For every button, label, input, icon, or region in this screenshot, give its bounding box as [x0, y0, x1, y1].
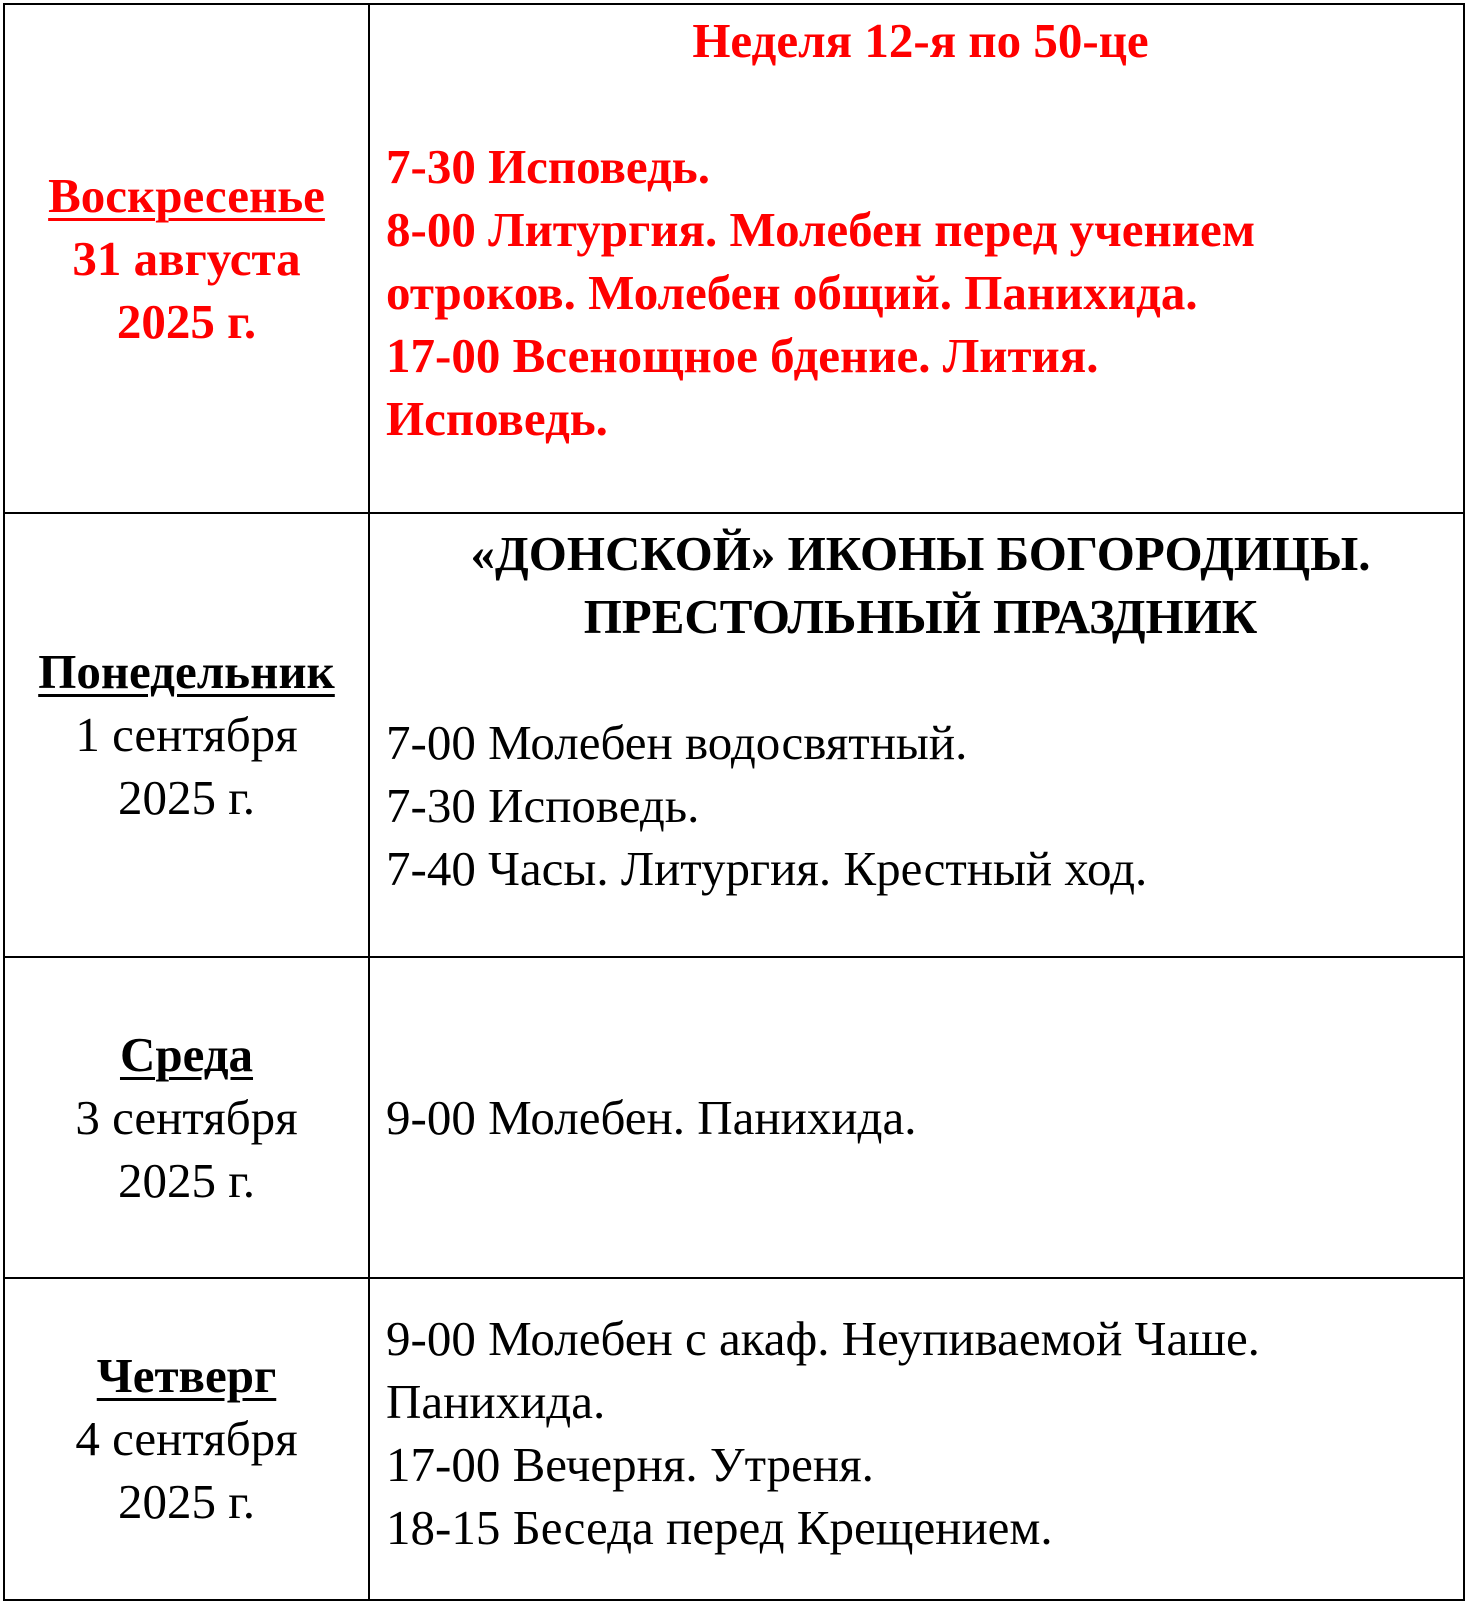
feast-title: Неделя 12-я по 50-це — [692, 13, 1149, 68]
day-cell — [4, 1278, 369, 1600]
service-line: отроков. Молебен общий. Панихида. — [386, 265, 1198, 320]
day-name: Воскресенье — [48, 167, 325, 223]
day-date: 3 сентября — [75, 1089, 298, 1145]
feast-title: «ДОНСКОЙ» ИКОНЫ БОГОРОДИЦЫ. — [470, 525, 1371, 581]
schedule-row-thursday — [4, 1278, 1464, 1600]
day-cell — [4, 513, 369, 958]
day-cell — [4, 957, 369, 1277]
day-year: 2025 г. — [117, 770, 256, 826]
service-line: 17-00 Всенощное бдение. Лития. — [386, 328, 1099, 383]
day-date: 31 августа — [72, 230, 301, 286]
day-year: 2025 г. — [117, 1474, 256, 1530]
service-line: 9-00 Молебен. Панихида. — [386, 1089, 917, 1145]
services-cell — [369, 1278, 1464, 1600]
spacer — [386, 648, 1455, 711]
spacer — [386, 72, 1455, 135]
services-cell — [369, 957, 1464, 1277]
day-date: 4 сентября — [75, 1411, 298, 1467]
service-line: 7-00 Молебен водосвятный. — [386, 714, 968, 770]
day-name: Понедельник — [38, 644, 335, 700]
service-line: 7-40 Часы. Литургия. Крестный ход. — [386, 840, 1148, 896]
service-line: Исповедь. — [386, 391, 608, 446]
feast-title: ПРЕСТОЛЬНЫЙ ПРАЗДНИК — [583, 588, 1258, 644]
service-line: 9-00 Молебен с акаф. Неупиваемой Чаше. — [386, 1310, 1260, 1366]
day-name: Четверг — [96, 1348, 277, 1404]
services-cell — [369, 513, 1464, 958]
day-cell — [4, 4, 369, 513]
service-line: 18-15 Беседа перед Крещением. — [386, 1499, 1053, 1555]
schedule-row-monday — [4, 513, 1464, 958]
service-line: 8-00 Литургия. Молебен перед учением — [386, 202, 1256, 257]
schedule-row-wednesday — [4, 957, 1464, 1277]
service-line: 17-00 Вечерня. Утреня. — [386, 1436, 874, 1492]
day-date: 1 сентября — [75, 707, 298, 763]
day-name: Среда — [119, 1026, 254, 1082]
day-year: 2025 г. — [116, 293, 257, 349]
service-line: 7-30 Исповедь. — [386, 139, 710, 194]
service-line: Панихида. — [386, 1373, 606, 1429]
service-line: 7-30 Исповедь. — [386, 777, 700, 833]
schedule-row-sunday — [4, 4, 1464, 513]
schedule-table — [3, 3, 1465, 1601]
day-year: 2025 г. — [117, 1152, 256, 1208]
services-cell — [369, 4, 1464, 513]
